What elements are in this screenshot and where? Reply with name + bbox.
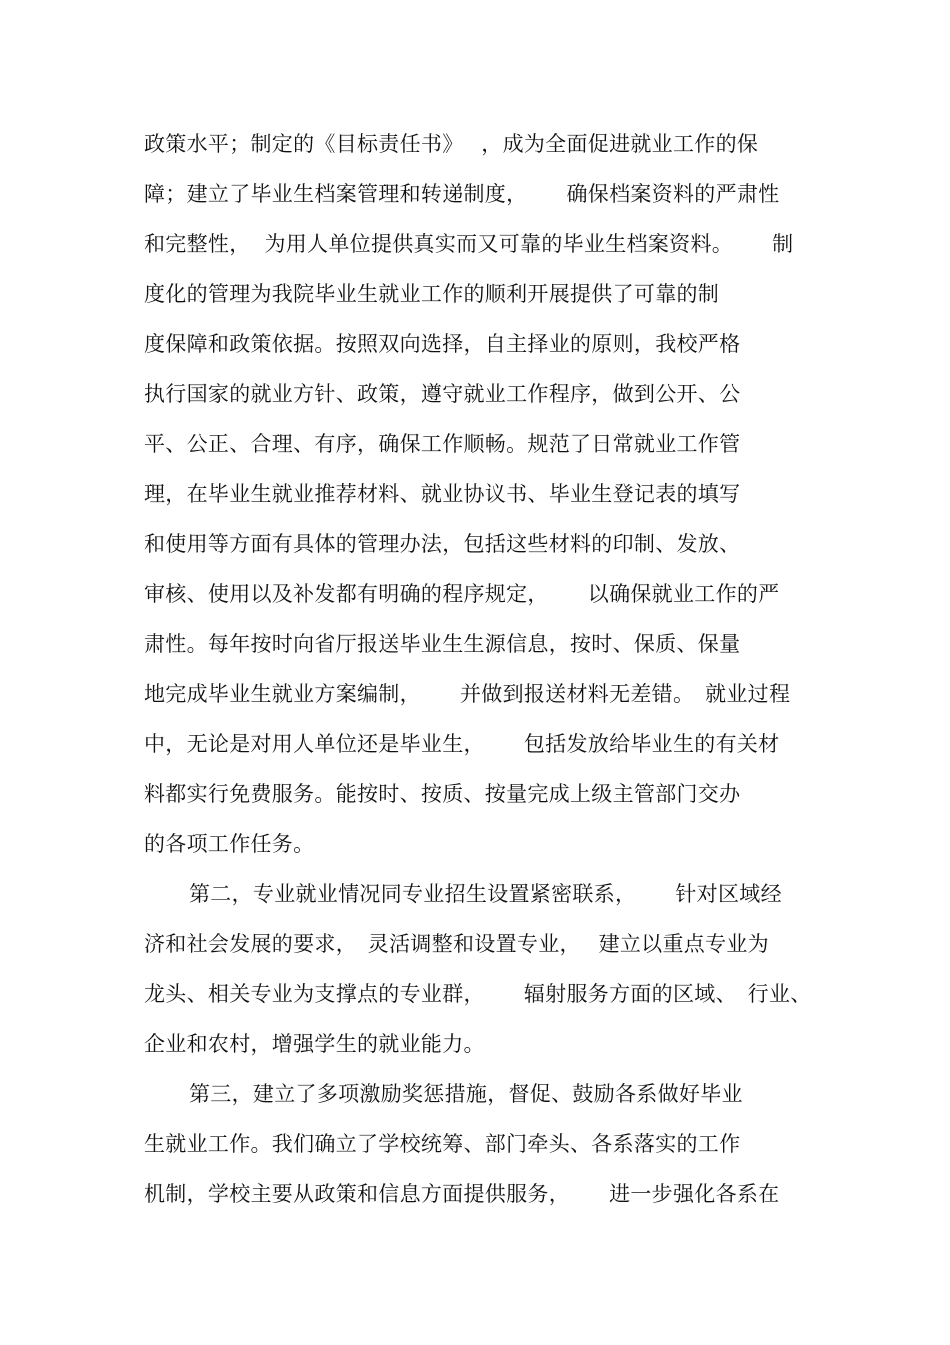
- text-line: 度化的管理为我院毕业生就业工作的顺利开展提供了可靠的制: [144, 282, 720, 306]
- text-line: 料都实行免费服务。能按时、按质、按量完成上级主管部门交办: [144, 782, 741, 806]
- text-line: 和完整性， 为用人单位提供真实而又可靠的毕业生档案资料。 制: [144, 232, 794, 256]
- text-line: 和使用等方面有具体的管理办法，包括这些材料的印制、发放、: [144, 532, 741, 556]
- text-line: 审核、使用以及补发都有明确的程序规定， 以确保就业工作的严: [144, 582, 780, 606]
- text-line: 生就业工作。我们确立了学校统筹、部门牵头、各系落实的工作: [144, 1132, 741, 1156]
- text-line: 机制，学校主要从政策和信息方面提供服务， 进一步强化各系在: [144, 1182, 780, 1206]
- paragraph-third-start: 第三，建立了多项激励奖惩措施，督促、鼓励各系做好毕业: [189, 1082, 743, 1106]
- text-line: 肃性。每年按时向省厅报送毕业生生源信息，按时、保质、保量: [144, 632, 741, 656]
- text-line: 地完成毕业生就业方案编制， 并做到报送材料无差错。 就业过程: [144, 682, 791, 706]
- text-line: 理，在毕业生就业推荐材料、就业协议书、毕业生登记表的填写: [144, 482, 741, 506]
- text-line: 平、公正、合理、有序，确保工作顺畅。规范了日常就业工作管: [144, 432, 741, 456]
- paragraph-second-start: 第二，专业就业情况同专业招生设置紧密联系， 针对区域经: [189, 882, 782, 906]
- text-line: 的各项工作任务。: [144, 832, 315, 856]
- text-line: 企业和农村，增强学生的就业能力。: [144, 1032, 485, 1056]
- text-line: 度保障和政策依据。按照双向选择，自主择业的原则，我校严格: [144, 332, 741, 356]
- text-line: 中，无论是对用人单位还是毕业生， 包括发放给毕业生的有关材: [144, 732, 780, 756]
- text-line: 龙头、相关专业为支撑点的专业群， 辐射服务方面的区域、 行业、: [144, 982, 812, 1006]
- text-line: 政策水平；制定的《目标责任书》 ，成为全面促进就业工作的保: [144, 132, 759, 156]
- text-line: 障；建立了毕业生档案管理和转递制度， 确保档案资料的严肃性: [144, 182, 780, 206]
- text-line: 济和社会发展的要求， 灵活调整和设置专业， 建立以重点专业为: [144, 932, 769, 956]
- text-line: 执行国家的就业方针、政策，遵守就业工作程序，做到公开、公: [144, 382, 741, 406]
